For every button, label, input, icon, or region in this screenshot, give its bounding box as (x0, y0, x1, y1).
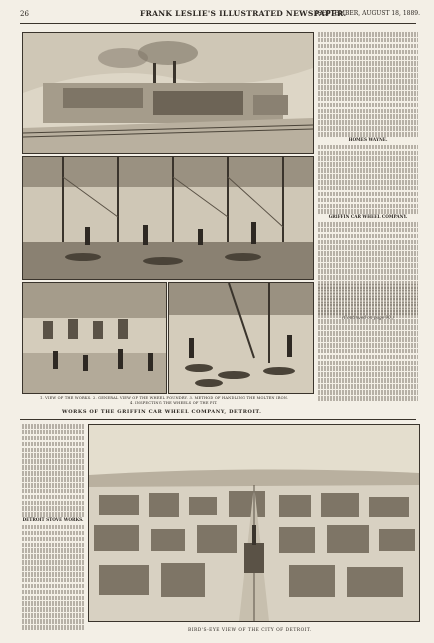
right-text-column (318, 32, 418, 321)
page-number: 26 (20, 10, 29, 18)
section-rule (20, 419, 416, 420)
issue-date: [SEPTEMBER, AUGUST 18, 1889. (315, 10, 420, 17)
figure-caption-numbered: 1. VIEW OF THE WORKS. 2. GENERAL VIEW OF THE WHEEL FOUNDRY. 3. METHOD OF HANDLING THE MOLTEN IRON. (40, 396, 289, 400)
engraving-birds-eye-detroit (88, 424, 420, 622)
right-text-column-lower (318, 284, 418, 404)
page-header (20, 8, 420, 22)
header-rule (20, 23, 416, 24)
continued-note: (Continued on page 90.) (342, 315, 394, 321)
section-heading: GRIFFIN CAR WHEEL COMPANY. (328, 214, 408, 220)
left-text-column (22, 424, 84, 624)
section-heading: DETROIT STOVE WORKS. (22, 517, 84, 523)
bottom-caption: BIRD'S-EYE VIEW OF THE CITY OF DETROIT. (188, 628, 312, 633)
figure-caption-numbered-line2: 4. INSPECTING THE WHEELS OF THE PIT. (130, 401, 218, 405)
section-heading: HOMES WAYNE. (348, 137, 388, 143)
engraving-wheel-foundry (22, 156, 314, 280)
engraving-inspecting-wheels (168, 282, 314, 394)
engraving-molten-iron (22, 282, 167, 394)
newspaper-title: FRANK LESLIE'S ILLUSTRATED NEWSPAPER. (140, 9, 347, 18)
figure-caption-main: WORKS OF THE GRIFFIN CAR WHEEL COMPANY, DETROIT. (62, 409, 262, 415)
engraving-view-of-works (22, 32, 314, 154)
